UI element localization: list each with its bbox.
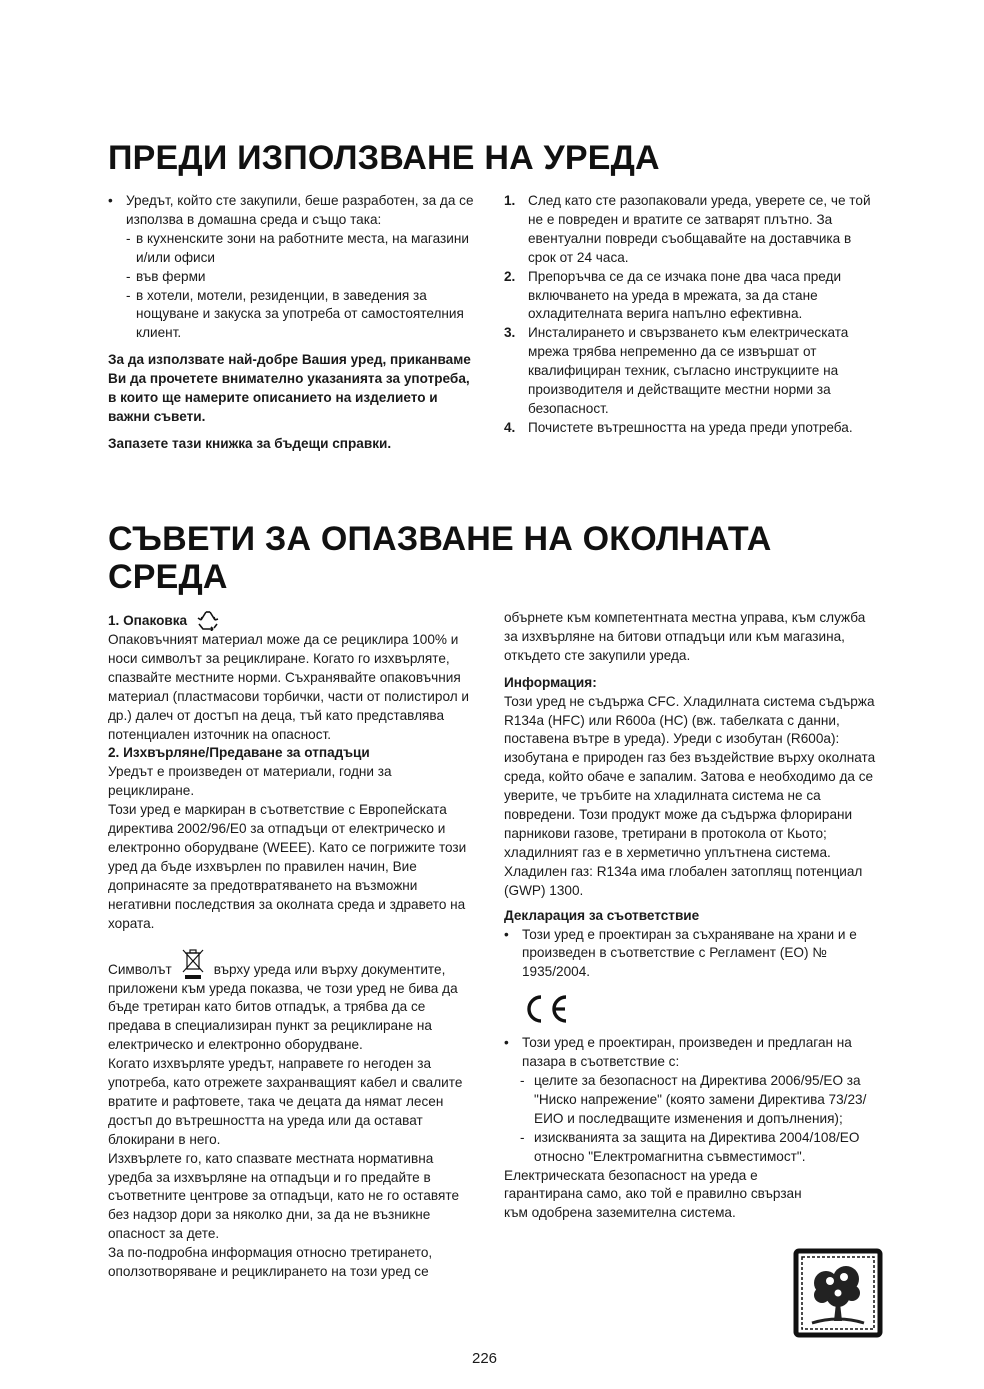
step-item: 2. Препоръчва се да се изчака поне два часа преди включването на уреда в мрежата, за да стане охладителната верига напълно ефективна. xyxy=(504,268,842,322)
read-instructions-note: За да използвате най-добре Вашия уред, приканваме Ви да прочетете внимателно указанията за употреба, в които ще намерите описанието на изделието и важни съвети. xyxy=(108,352,471,424)
disposal-text: Този уред е маркиран в съответствие с Европейската директива 2002/96/Е0 за отпадъци от електрическо и електронно оборудване (WEEE). Като се погрижите този уред да бъде изхвърлен по правилен начин, Вие допринасяте за предотвратяването на възможни негативни последствия за околната среда и здравето на хората. xyxy=(108,802,467,931)
section-title-before-use: ПРЕДИ ИЗПОЛЗВАНЕ НА УРЕДА xyxy=(108,139,660,177)
info-heading: Информация: xyxy=(504,674,597,690)
declaration-bullet: • Този уред е проектиран за съхраняване на храни и е произведен в съответствие с Регламент (ЕО) № 1935/2004. xyxy=(504,926,857,980)
declaration-bullet: • Този уред е проектиран, произведен и предлаган на пазара в съответствие с: xyxy=(504,1035,852,1070)
ce-mark-icon xyxy=(522,992,570,1026)
usage-intro: Уредът, който сте закупили, беше разработен, за да се използва в домашна среда и също така: xyxy=(126,193,474,227)
disposal-text: Когато изхвърляте уредът, направете го негоден за употреба, като отрежете захранващият кабел и свалите вратите и рафтовете, така че децата да нямат лесен достъп до вътрешността на уреда или да остават блокирани в него. xyxy=(108,1056,463,1147)
packaging-text: Опаковъчният материал може да се рециклира 100% и носи символът за рециклиране. Когато го изхвърляте, спазвайте местните норми. Съхранявайте опаковъчния материал (пластмасови торбички, части от полистирол и др.) далеч от достъп на деца, тъй като представлява потенциален източник на опасност. xyxy=(108,632,470,742)
environment-right-column xyxy=(504,609,882,1223)
disposal-text: Изхвърлете го, като спазвате местната нормативна уредба за изхвърляне на отпадъци и го предайте в съответните центрове за отпадъци, като не го оставяте без надзор дори за няколко дни, за да не възникне опасност за дете. xyxy=(108,1150,460,1242)
step-item: 3. Инсталирането и свързването към електрическата мрежа трябва непременно да се извършат от квалифициран техник, съгласно инструкциите на производителя и действащите местни норми за безопасност. xyxy=(504,325,849,416)
tree-ecolabel-icon xyxy=(792,1247,884,1339)
before-use-steps xyxy=(504,192,879,438)
page-number: 226 xyxy=(472,1350,498,1367)
disposal-heading: 2. Изхвърляне/Предаване за отпадъци xyxy=(108,745,370,761)
crossed-out-bin-icon xyxy=(180,948,206,980)
info-text: Този уред не съдържа CFC. Хладилната система съдържа R134a (HFC) или R600a (HC) (вж. табелката с данни, поставена вътре в уреда). Уреди с изобутан (R600a): изобутана е природен газ без въздействие върху околната среда, който обаче е запалим. Затова е необходимо да се уверите, че тръбите на хладилната система не са повредени. Този продукт може да съдържа флорирани парникови газове, третирани в протокола от Кьото; хладилният газ е в херметично уплътнена система. Хладилен газ: R134a има глобален затоплящ потенциал (GWP) 1300. xyxy=(504,693,876,898)
weee-symbol-paragraph: Символът върху уреда или върху документите, приложени към уреда показва, че този уред не бива да бъде третиран като битов отпадък, а трябва да се предава в специализиран пункт за рециклиране на електрическо и електронно оборудване. xyxy=(108,948,480,1056)
step-item: 1. След като сте разопаковали уреда, уверете се, че той не е повреден и вратите се затварят плътно. За евентуални повреди съобщавайте на доставчика в срок от 24 часа. xyxy=(504,193,871,265)
packaging-heading: 1. Опаковка xyxy=(108,609,480,631)
electrical-safety-text: Електрическата безопасност на уреда е гарантирана само, ако той е правилно свързан към одобрена заземителна система. xyxy=(504,1167,802,1221)
declaration-dash-item: - изискванията за защита на Директива 2004/108/ЕО относно "Електромагнитна съвместимост". xyxy=(520,1129,860,1164)
recycle-icon xyxy=(195,609,221,631)
step-item: 4. Почистете вътрешността на уреда преди употреба. xyxy=(504,419,853,435)
declaration-heading: Декларация за съответствие xyxy=(504,907,700,923)
disposal-continued: обърнете към компетентната местна управа, към служба за изхвърляне на битови отпадъци или към магазина, откъдето сте закупили уреда. xyxy=(504,610,866,663)
disposal-text: За по-подробна информация относно третирането, оползотворяване и рециклирането на този уред се xyxy=(108,1245,433,1280)
usage-dash-item: - във ферми xyxy=(126,268,206,284)
usage-bullet: • Уредът, който сте закупили, беше разработен, за да се използва в домашна среда и също така: xyxy=(108,192,480,230)
before-use-left-column xyxy=(108,192,480,454)
section-title-environment: СЪВЕТИ ЗА ОПАЗВАНЕ НА ОКОЛНАТА СРЕДА xyxy=(108,520,772,596)
declaration-dash-item: - целите за безопасност на Директива 2006/95/ЕО за "Ниско напрежение" (която замени Директива 73/23/ЕИО и последващите изменения и допълнения); xyxy=(520,1073,867,1126)
keep-booklet-note: Запазете тази книжка за бъдещи справки. xyxy=(108,435,392,451)
usage-dash-item: - в хотели, мотели, резиденции, в заведения за нощуване и закуска за употреба от самостоятелния клиент. xyxy=(126,287,464,341)
disposal-text: Уредът е произведен от материали, годни за рециклиране. xyxy=(108,764,392,799)
environment-left-column xyxy=(108,609,480,1282)
usage-dash-item: - в кухненските зони на работните места, на магазини и/или офиси xyxy=(126,230,469,265)
